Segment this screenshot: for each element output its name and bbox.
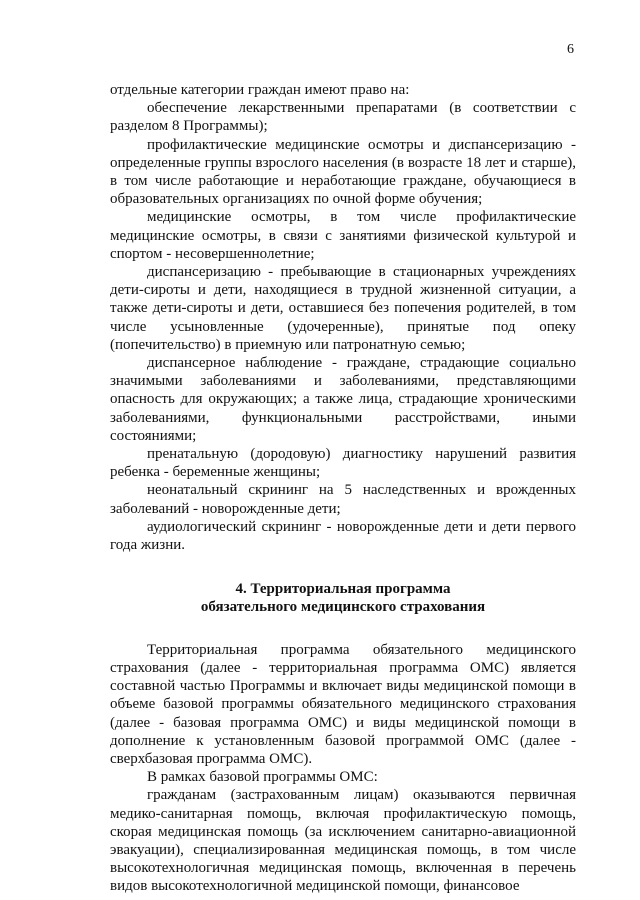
paragraph: обеспечение лекарственными препаратами (в соответствии с разделом 8 Программы); <box>110 100 576 135</box>
paragraph: гражданам (застрахованным лицам) оказываются первичная медико-санитарная помощь, включая профилактическую помощь, скорая медицинская помощь (за исключением санитарно-авиационной эвакуации), специализированная медицинская помощь, в том числе высокотехнологичная медицинская помощь, включенная в перечень видов высокотехнологичной медицинской помощи, финансовое <box>110 787 576 895</box>
paragraph: В рамках базовой программы ОМС: <box>147 769 378 786</box>
paragraph: медицинские осмотры, в том числе профилактические медицинские осмотры, в связи с занятиями физической культурой и спортом - несовершеннолетние; <box>110 209 576 262</box>
paragraph: пренатальную (дородовую) диагностику нарушений развития ребенка - беременные женщины; <box>110 446 576 481</box>
section-heading-line2: обязательного медицинского страхования <box>200 599 486 616</box>
paragraph: диспансеризацию - пребывающие в стационарных учреждениях дети-сироты и дети, находящиеся в трудной жизненной ситуации, а также дети-сироты и дети, оставшиеся без попечения родителей, в том числе усыновленные (удочеренные), принятые под опеку (попечительство) в приемную или патронатную семью; <box>110 264 576 353</box>
document-body <box>110 81 576 896</box>
paragraph: Территориальная программа обязательного медицинского страхования (далее - территориальная программа ОМС) является составной частью Программы и включает виды медицинской помощи в объеме базовой программы обязательного медицинского страхования (далее - базовая программа ОМС) и виды медицинской помощи в дополнение к установленным базовой программой ОМС (далее - сверхбазовая программа ОМС). <box>110 641 576 767</box>
paragraph: неонатальный скрининг на 5 наследственных и врожденных заболеваний - новорожденные дети; <box>110 482 576 517</box>
paragraph: диспансерное наблюдение - граждане, страдающие социально значимыми заболеваниями и заболеваниями, представляющими опасность для окружающих; а также лица, страдающие хроническими заболеваниями, функциональными расстройствами, иными состояниями; <box>110 355 576 444</box>
paragraph: аудиологический скрининг - новорожденные дети и дети первого года жизни. <box>110 518 576 554</box>
section-heading-line1: 4. Территориальная программа <box>235 581 451 598</box>
section-heading <box>110 580 576 616</box>
page-number: 6 <box>567 42 574 57</box>
paragraph: профилактические медицинские осмотры и диспансеризацию - определенные группы взрослого населения (в возрасте 18 лет и старше), в том числе работающие и неработающие граждане, обучающиеся в образовательных организациях по очной форме обучения; <box>110 136 576 208</box>
paragraph: отдельные категории граждан имеют право на: <box>110 82 410 98</box>
